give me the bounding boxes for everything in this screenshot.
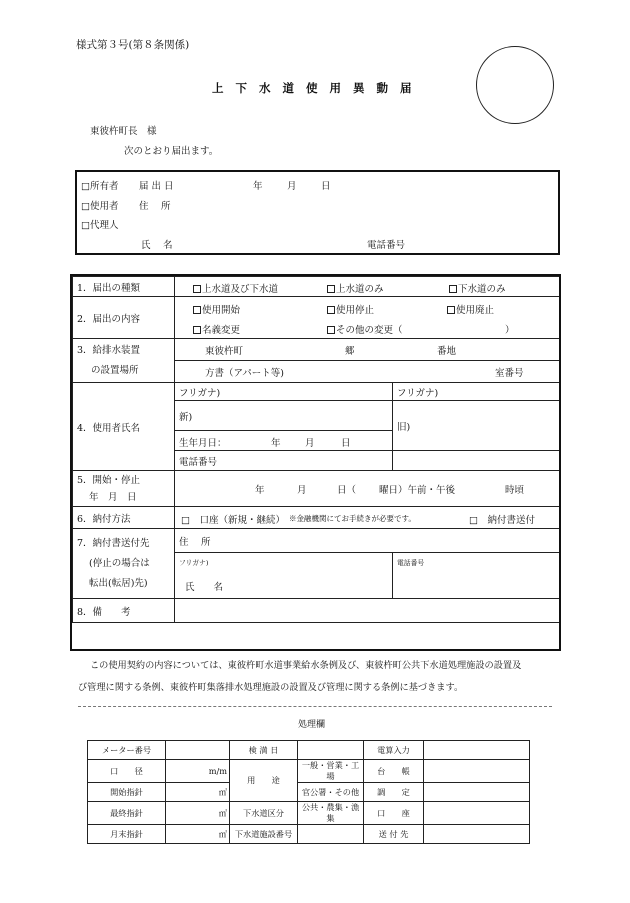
date-label: 届 出 日 [139, 181, 174, 192]
furigana-new: フリガナ) [175, 383, 393, 401]
user-phone-blank[interactable] [393, 451, 560, 471]
usage-option-3[interactable]: 公共・農集・漁集 [298, 802, 364, 825]
table-row [73, 339, 560, 361]
cut-line [78, 706, 552, 707]
start-day: 日（ [337, 485, 357, 496]
row-label: 2．届出の内容 [73, 297, 175, 339]
row-label-line: 年 月 日 [89, 491, 137, 503]
new-name-field[interactable]: 新) [175, 401, 393, 431]
month-end-unit: ㎥ [166, 825, 230, 844]
end-reading-unit: ㎥ [166, 802, 230, 825]
month-label: 月 [287, 181, 297, 192]
send-name-label: 氏 名 [185, 582, 224, 593]
checkbox-icon [193, 326, 201, 334]
birth-year: 年 [271, 438, 281, 449]
row-label-line: (停止の場合は [89, 557, 150, 569]
checkbox-icon [327, 326, 335, 334]
processing-table [87, 740, 530, 844]
row-label-line: 転出(転居)先) [89, 577, 148, 589]
birth-label: 生年月日： [179, 438, 227, 449]
table-row [88, 783, 530, 802]
send-address-field[interactable]: 住 所 [175, 529, 560, 553]
option-label: その他の変更（ [336, 325, 403, 336]
send-phone-field[interactable] [393, 553, 560, 599]
sewer-class-label: 下水道区分 [230, 802, 298, 825]
option-name-change[interactable] [193, 322, 240, 336]
address-label: 住 所 [139, 201, 171, 212]
option-start[interactable] [193, 302, 240, 316]
start-time: 時頃 [505, 485, 525, 496]
processing-title: 処理欄 [298, 720, 326, 730]
day-label: 日 [321, 181, 331, 192]
user-phone-field[interactable]: 電話番号 [175, 451, 393, 471]
account-label: 口 座 [364, 802, 424, 825]
go-label: 郷 [345, 346, 355, 357]
row-label [73, 339, 175, 383]
ledger-label: 台 帳 [364, 760, 424, 783]
payment-account-option[interactable]: □ 口座（新規・継続） [181, 515, 285, 526]
table-row [73, 471, 560, 507]
survey-field[interactable] [424, 783, 530, 802]
option-other-change[interactable] [327, 322, 403, 336]
footnote-line1: この使用契約の内容については、東彼杵町水道事業給水条例及び、東彼杵町公共下水道処理施設の設置及 [90, 660, 522, 671]
option-stop[interactable] [327, 302, 374, 316]
year-label: 年 [253, 181, 263, 192]
send-label: 送 付 先 [364, 825, 424, 844]
intro-text: 次のとおり届出ます。 [124, 146, 219, 157]
inspection-date-label: 検 満 日 [230, 741, 298, 760]
applicant-box [75, 170, 560, 255]
option-both[interactable] [193, 281, 278, 295]
start-reading-label: 開始指針 [88, 783, 166, 802]
row-label: 4．使用者氏名 [73, 383, 175, 471]
form-title: 上下水道使用異動届 [212, 81, 424, 95]
table-row [88, 825, 530, 844]
meter-no-label: メーター番号 [88, 741, 166, 760]
row-label: 6．納付方法 [73, 507, 175, 529]
option-water-only[interactable] [327, 281, 384, 295]
usage-option-2[interactable]: 官公署・その他 [298, 783, 364, 802]
sewer-no-label: 下水道施設番号 [230, 825, 298, 844]
checkbox-icon [327, 306, 335, 314]
table-row [73, 297, 560, 339]
footnote-line2: び管理に関する条例、東彼杵町集落排水処理施設の設置及び管理に関する条例に基づきます。 [78, 682, 464, 693]
send-name-field[interactable] [175, 553, 393, 599]
payment-slip-option[interactable]: □ 納付書送付 [469, 515, 535, 526]
row-label-line: 7．納付書送付先 [77, 537, 150, 549]
row-label: 1．届出の種類 [73, 277, 175, 297]
diameter-unit: m/m [166, 760, 230, 783]
table-row [88, 741, 530, 760]
table-row [73, 507, 560, 529]
survey-label: 調 定 [364, 783, 424, 802]
option-abolish[interactable] [447, 302, 494, 316]
table-row [88, 802, 530, 825]
birth-day: 日 [341, 438, 351, 449]
diameter-label: 口 径 [88, 760, 166, 783]
user-checkbox[interactable]: □使用者 [81, 201, 119, 212]
old-name-field[interactable]: 旧) [393, 401, 560, 451]
addressee: 東彼杵町長 様 [90, 126, 157, 137]
option-sewer-only[interactable] [449, 281, 506, 295]
usage-option-1[interactable]: 一般・営業・工場 [298, 760, 364, 783]
row-label [73, 471, 175, 507]
town-name: 東彼杵町 [205, 346, 244, 357]
row-label [73, 529, 175, 599]
close-paren: ） [505, 325, 515, 336]
option-label: 下水道のみ [458, 284, 506, 295]
birth-month: 月 [305, 438, 315, 449]
furigana-old: フリガナ) [393, 383, 560, 401]
owner-checkbox[interactable]: □所有者 [81, 181, 119, 192]
room-label: 室番号 [495, 368, 524, 379]
main-form-table [72, 276, 560, 623]
agent-checkbox[interactable]: □代理人 [81, 220, 119, 231]
sewer-no-field[interactable] [298, 825, 364, 844]
seal-circle [476, 46, 554, 124]
start-month: 月 [297, 485, 307, 496]
table-row [73, 529, 560, 553]
option-label: 使用開始 [202, 305, 241, 316]
table-row [73, 599, 560, 623]
inspection-date-field[interactable] [298, 741, 364, 760]
start-reading-unit: ㎥ [166, 783, 230, 802]
option-label: 上水道及び下水道 [202, 284, 279, 295]
remarks-field[interactable] [175, 599, 560, 623]
start-year: 年 [255, 485, 265, 496]
checkbox-icon [193, 306, 201, 314]
row-label-line: の設置場所 [91, 364, 139, 376]
row-label-line: 5．開始・停止 [77, 474, 141, 486]
katagaki-label: 方書（アパート等) [205, 368, 284, 379]
payment-account-note: ※金融機関にてお手続きが必要です。 [289, 514, 416, 523]
table-row [73, 277, 560, 297]
option-label: 上水道のみ [336, 284, 384, 295]
name-label: 氏 名 [141, 240, 173, 251]
row-label: 8．備 考 [73, 599, 175, 623]
checkbox-icon [327, 285, 335, 293]
send-phone-label: 電話番号 [397, 559, 425, 567]
phone-label: 電話番号 [367, 240, 406, 251]
checkbox-icon [449, 285, 457, 293]
table-row [73, 383, 560, 401]
option-label: 使用停止 [336, 305, 375, 316]
banchi-label: 番地 [437, 346, 457, 357]
meter-no-field[interactable] [166, 741, 230, 760]
calc-input-label: 電算入力 [364, 741, 424, 760]
option-label: 名義変更 [202, 325, 241, 336]
send-furigana: フリガナ) [179, 559, 209, 567]
usage-label: 用 途 [230, 760, 298, 802]
option-label: 使用廃止 [456, 305, 495, 316]
send-field[interactable] [424, 825, 530, 844]
form-number: 様式第３号(第８条関係) [76, 39, 190, 51]
row-label-line: 3．給排水装置 [77, 344, 141, 356]
end-reading-label: 最終指針 [88, 802, 166, 825]
account-field[interactable] [424, 802, 530, 825]
start-weekday-ampm: 曜日）午前・午後 [379, 485, 456, 496]
table-row [88, 760, 530, 783]
checkbox-icon [193, 285, 201, 293]
calc-input-field[interactable] [424, 741, 530, 760]
birthdate-field[interactable] [175, 431, 393, 451]
month-end-label: 月末指針 [88, 825, 166, 844]
checkbox-icon [447, 306, 455, 314]
ledger-field[interactable] [424, 760, 530, 783]
